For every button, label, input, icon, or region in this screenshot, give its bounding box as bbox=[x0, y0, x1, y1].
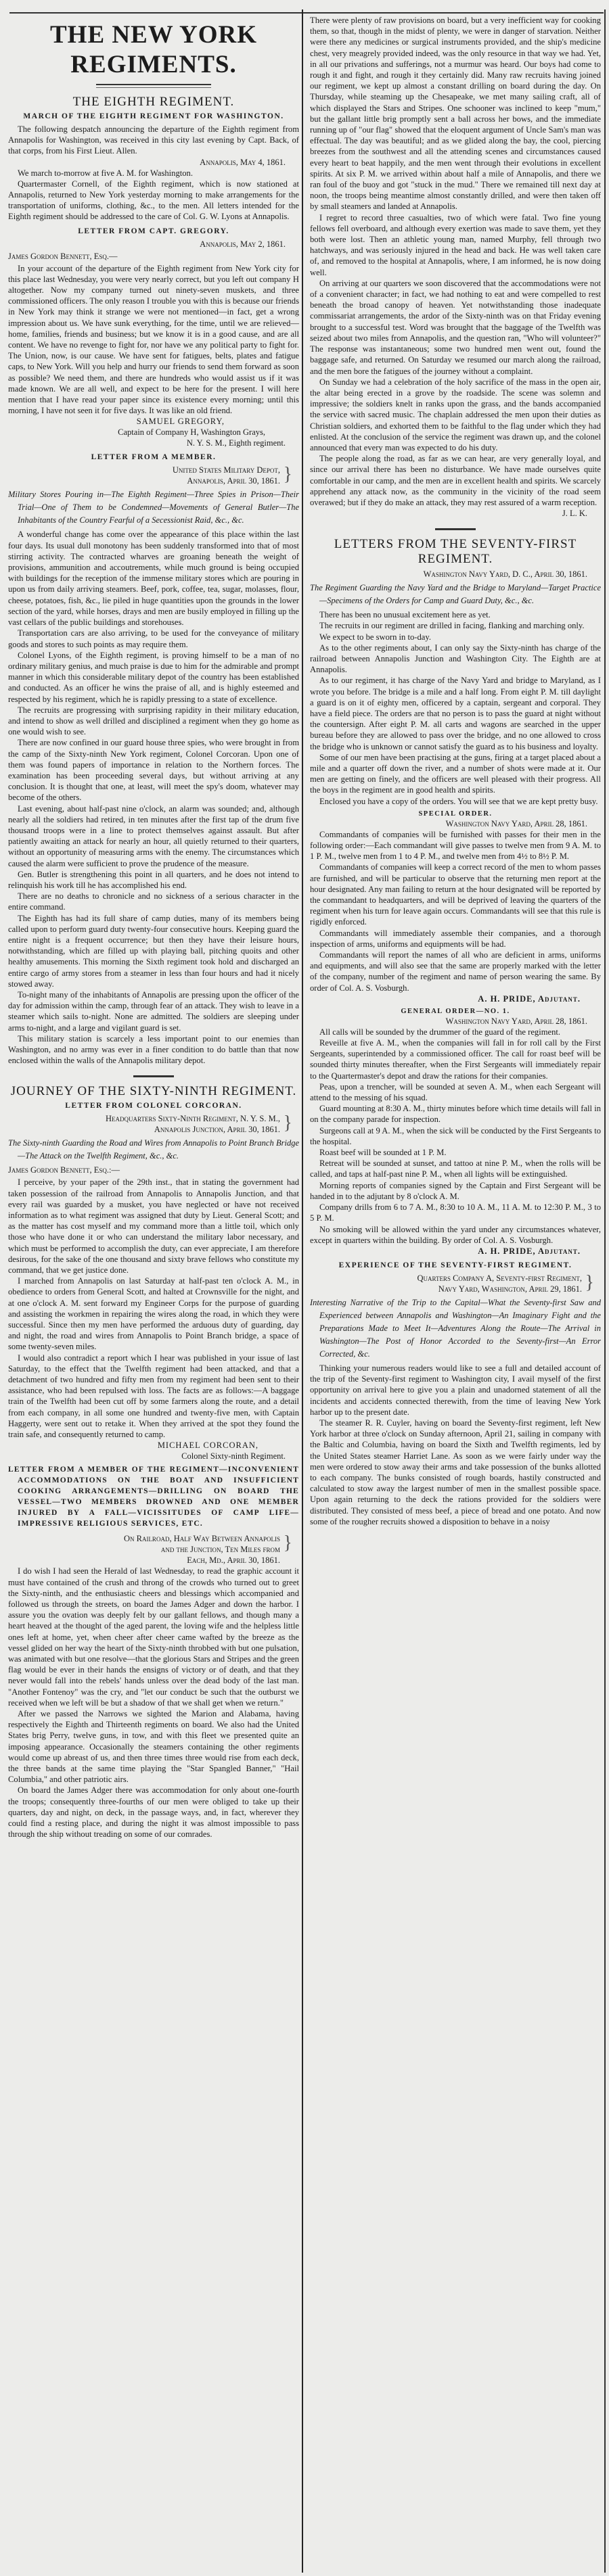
paragraph: As to the other regiments about, I can only say the Sixty-ninth has charge of the railroad between Annapolis Junction and Washington City. The Eighth are at Annapolis. bbox=[310, 642, 601, 675]
signature-title: Colonel Sixty-ninth Regiment. bbox=[181, 1451, 286, 1461]
dateline bbox=[8, 1113, 299, 1135]
paragraph: Company drills from 6 to 7 A. M., 8:30 to 10 A. M., 11 A. M. to 12:30 P. M., 3 to 5 P. M. bbox=[310, 1202, 601, 1223]
paragraph: Enclosed you have a copy of the orders. You will see that we are kept pretty busy. bbox=[319, 796, 598, 806]
column-rule bbox=[302, 9, 303, 2573]
section-title: JOURNEY OF THE SIXTY-NINTH REGIMENT. bbox=[10, 1084, 297, 1099]
paragraph: To-night many of the inhabitants of Annapolis are pressing upon the officer of the day for admission within the camp, through fear of an attack. They wish to leave in a steamer which sails to-night. None are admitted. The soldiers are sleeping under arms to-night, and a large and vigilant guard is set. bbox=[8, 990, 299, 1033]
signature-name: MICHAEL CORCORAN, bbox=[157, 1441, 258, 1451]
dateline bbox=[8, 465, 299, 486]
paragraph: There are no deaths to chronicle and no sickness of a serious character in the entire command. bbox=[8, 891, 299, 912]
salutation: James Gordon Bennett, Esq.— bbox=[8, 251, 118, 261]
left-column bbox=[8, 16, 299, 1840]
dateline bbox=[310, 1273, 601, 1294]
paragraph: The Eighth has had its full share of camp duties, many of its members being called upon to perform guard duty twenty-four consecutive hours. Keeping guard the entire night is a frequent occurrence; but then they have their leisure hours, notwithstanding, which are filled up with playing ball, pitching quoits and other healthy amusements. This morning the Sixth regiment took hold and discharged an entire cargo of army stores from a steamer in less than four hours and had it nicely stowed away. bbox=[8, 913, 299, 989]
paragraph: The recruits are progressing with surprising rapidity in their military education, and intend to show as well drilled and disciplined a regiment when they go home as one would wish to see. bbox=[8, 705, 299, 737]
paragraph: I would also contradict a report which I hear was published in your issue of last Saturday, to the effect that the Twelfth regiment had been attacked, and that a detachment of two hundred and fifty men from my regiment had been sent to their assistance, who had been repulsed with loss. The facts are as follows:—A baggage train of the Twelfth had been cut off by some farmers along the route, and a detail from each company, in all some one hundred and twenty-five men, with Captain Haggerty, were sent out to retake it. When they arrived at the spot they found the train safe, and consequently returned to camp. bbox=[8, 1353, 299, 1440]
article-eighth-regiment bbox=[8, 95, 299, 223]
paragraph: We expect to be sworn in to-day. bbox=[319, 632, 431, 642]
paragraph: All calls will be sounded by the drummer of the guard of the regiment. bbox=[319, 1027, 561, 1037]
paragraph: There are now confined in our guard house three spies, who were brought in from the camp of the Sixty-ninth New York regiment, Colonel Corcoran. Upon one of them was found papers of importance in relation to the Northern forces. The examination has been proceeding several days, but without arriving at any conclusion. It is thought that one, at least, will meet the spy's doom, whatever may become of the others. bbox=[8, 738, 299, 803]
signature: A. H. PRIDE, Adjutant. bbox=[478, 993, 581, 1004]
paragraph: Surgeons call at 9 A. M., when the sick will be conducted by the First Sergeants to the hospital. bbox=[310, 1125, 601, 1146]
salutation: James Gordon Bennett, Esq.:— bbox=[8, 1165, 120, 1175]
article-continued bbox=[310, 15, 601, 519]
dateline-line: Annapolis Junction, April 30, 1861. bbox=[154, 1125, 280, 1135]
section-subtitle: LETTER FROM CAPT. GREGORY. bbox=[78, 227, 229, 235]
paragraph: On Sunday we had a celebration of the holy sacrifice of the mass in the open air, the altar being erected in a grove by the roadside. The scene was solemn and impressive; the soldiers knelt in ranks upon the grass, and the bands accompanied the service with sacred music. The chaplain addressed the men upon their duties as Christian soldiers, and exhorted them to be faithful to the flag under which they had enlisted. At the conclusion of the service the regiment was drawn up, and the colonel announced that every man was expected to do his duty. bbox=[310, 377, 601, 452]
dateline-line: Headquarters Sixty-Ninth Regiment, N. Y. S. M., bbox=[106, 1114, 280, 1124]
dateline bbox=[8, 1533, 299, 1566]
edge-column-rule bbox=[604, 9, 606, 2573]
dateline: Washington Navy Yard, D. C., April 30, 1861. bbox=[423, 569, 587, 580]
signature-name: SAMUEL GREGORY, bbox=[136, 417, 225, 427]
paragraph: I perceive, by your paper of the 29th inst., that in stating the government had taken possession of the railroad from Annapolis to Annapolis Junction, and that every rail was guarded by a musket, you have neglected or have not received information as to what regiment was assigned that duty by Lieut. General Scott; and as the matter has cost myself and my command more than a little toil, which only those who have done it or who can understand the military labor necessary, and which must be performed to accomplish the duty, can ever appreciate, I am therefore desirous, for the sake of the one thousand and sixty brave fellows who constitute my command, that we get justice done. bbox=[8, 1177, 299, 1275]
paragraph: The following despatch announcing the departure of the Eighth regiment from Annapolis for Washington, was received in this city last evening by Capt. Back, of that corps, from his First Lieut. Allen. bbox=[8, 124, 299, 156]
dateline: Annapolis, May 2, 1861. bbox=[200, 239, 286, 249]
section-title: LETTERS FROM THE SEVENTY-FIRST REGIMENT. bbox=[334, 537, 577, 567]
paragraph: Peas, upon a trencher, will be sounded at seven A. M., when each Sergeant will attend to the messing of his squad. bbox=[310, 1081, 601, 1103]
paragraph: On board the James Adger there was accommodation for only about one-fourth the troops; consequently three-fourths of our men were obliged to take up their quarters, day and night, on deck, in the passage ways, and, in fact, wherever they could find a resting place, and during the night it was almost impossible to pass through the ship without treading on some of our comrades. bbox=[8, 1785, 299, 1840]
article-experience-seventy-first bbox=[310, 1261, 601, 1527]
paragraph: I regret to record three casualties, two of which were fatal. Two fine young fellows fell overboard, and although every exertion was made to save them, yet they both were lost. Then an athletic young man, named Murphy, fell through two hatchways, and was seriously injured in the head and back. He was well taken care of, and removed to the hospital at Annapolis, where, I am informed, he is now doing well. bbox=[310, 212, 601, 277]
dateline-line: On Railroad, Half Way Between Annapolis bbox=[123, 1534, 280, 1544]
paragraph: Last evening, about half-past nine o'clock, an alarm was sounded; and, although nearly all the soldiers had retired, in ten minutes after the first tap of the drum five thousand troops were in a line to protect themselves against assault. But after patiently awaiting an attack for nearly an hour, all quietly returned to their quarters, without an opportunity of measuring arms with the enemy. The circumstances which caused the alarm were sufficient to prove the prudence of the measure. bbox=[8, 803, 299, 868]
paragraph: Thinking your numerous readers would like to see a full and detailed account of the trip of the Seventy-first regiment to Washington city, I avail myself of the first opportunity on arrival here to give you a plain and unadorned statement of all the incidents and accidents connected therewith, from the time of leaving New York harbor up to the present date. bbox=[310, 1363, 601, 1417]
article-sixty-ninth bbox=[8, 1084, 299, 1461]
right-column bbox=[310, 15, 601, 1527]
paragraph: Colonel Lyons, of the Eighth regiment, is proving himself to be a man of no ordinary military genius, and much praise is due to him for the admirable and prompt manner in which this considerable military depot of the country has been established and conducted. As an officer he wins the praise of all, and is highly esteemed and respected by his regiment, which he is rapidly pressing to a state of excellence. bbox=[8, 650, 299, 704]
paragraph: On arriving at our quarters we soon discovered that the accommodations were not of a convenient character; in fact, we had nothing to eat and were compelled to rest beneath the broad canopy of heaven. Yet notwithstanding those inadequate commissariat arrangements, the ardor of the Sixty-ninth was on that Friday evening brought to a successful test. Word was brought that the baggage of the Twelfth was seized about two miles from Annapolis, and the question ran, "Who will volunteer?" The response was instantaneous; some two hundred men went out, found the baggage safe, and returned. On Saturday we resumed our march along the railroad, and the men bore the fatigues of the journey without a complaint. bbox=[310, 278, 601, 376]
paragraph: Roast beef will be sounded at 1 P. M. bbox=[319, 1148, 447, 1158]
article-deck: Military Stores Pouring in—The Eighth Regiment—Three Spies in Prison—Their Trial—One of Them to be Condemned—Movements of General Butler—The Inhabitants of the Country Fearful of a Secessionist Raid, &c., &c. bbox=[8, 490, 299, 525]
paragraph: Reveille at five A. M., when the companies will fall in for roll call by the First Sergeants, superintended by a commissioned officer. The call for roast beef will be sounded thirty minutes thereafter, when the First Sergeants will immediately repair to the Quartermaster's depot and draw the rations for their companies. bbox=[310, 1038, 601, 1081]
paragraph: Gen. Butler is strengthening this point in all quarters, and he does not intend to relinquish his work till he has accomplished his end. bbox=[8, 869, 299, 890]
paragraph: After we passed the Narrows we sighted the Marion and Alabama, having respectively the Eighth and Thirteenth regiments on board. We also had the United States brig Perry, twelve guns, in tow, and with this fleet we presented quite an imposing appearance. Occasionally the steamers containing the other regiments would come up abreast of us, and then three times three would rise from each deck, the three bands at the same time playing the "Star Spangled Banner," "Hail Columbia," and other patriotic airs. bbox=[8, 1708, 299, 1785]
paragraph: The people along the road, as far as we can hear, are very generally loyal, and since our arrival there has been no disturbance. We have made ourselves quite comfortable in our camp, and the men are in excellent health and spirits. We scarcely apprehend any attack now, as the community in the vicinity of the road seem overawed; but if they do make an attack, they may rest assured of a warm reception. bbox=[310, 454, 601, 507]
section-subtitle: LETTER FROM COLONEL CORCORAN. bbox=[65, 1102, 242, 1110]
caps-headline: LETTER FROM A MEMBER OF THE REGIMENT—INCONVENIENT ACCOMMODATIONS ON THE BOAT AND INSUFFICIENT COOKING ARRANGEMENTS—DRILLING ON BOARD THE VESSEL—TWO MEMBERS DROWNED AND ONE MEMBER INJURED BY A FALL—VICISSITUDES OF CAMP LIFE—IMPRESSIVE RELIGIOUS SERVICES, ETC. bbox=[8, 1466, 299, 1528]
article-gregory-letter bbox=[8, 227, 299, 449]
signature-unit: N. Y. S. M., Eighth regiment. bbox=[186, 438, 286, 448]
paragraph: Commandants of companies will be furnished with passes for their men in the following order:—Each commandant will give passes to twelve men from 9 A. M. to 1 P. M., twelve men from 1 to 4 P. M., and twelve men from 4½ to 8½ P. M. bbox=[310, 829, 601, 862]
article-deck: Interesting Narrative of the Trip to the Capital—What the Seventy-first Saw and Experienced between Annapolis and Washington—An Imaginary Fight and the Preparations Made to Meet It—Adventures Along the Route—The Arrival in Washington—The Post of Honor Accorded to the Seventy-first—An Error Corrected, &c. bbox=[310, 1297, 601, 1359]
dateline-line: United States Military Depot, bbox=[172, 465, 280, 475]
dateline-line: and the Junction, Ten Miles from bbox=[160, 1545, 280, 1555]
paragraph: Retreat will be sounded at sunset, and tattoo at nine P. M., when the rolls will be called, and taps at half-past nine P. M., when all lights will be extinguished. bbox=[310, 1158, 601, 1179]
paragraph: A wonderful change has come over the appearance of this place within the last four days. Its usual dull monotony has been suddenly transformed into that of most stirring activity. The contracted wharves are groaning beneath the weight of provisions, ammunition and accoutrements, while much ground is being occupied with buildings for the reception of the immense military stores which are pouring in upon us from daily arriving steamers. Beef, pork, coffee, tea, sugar, molasses, flour, cheese, potatoes, fish, &c., lie piled in huge quantities upon the grounds in the lower section of the yard, while horses, drays and men are busily employed in filling up the vast cellars of the public buildings and storehouses. bbox=[8, 530, 299, 628]
paragraph: Quartermaster Cornell, of the Eighth regiment, which is now stationed at Annapolis, returned to New York yesterday morning to make arrangements for the transportation of uniforms, clothing, &c., to the men. All letters intended for the Eighth regiment should be addressed to the care of Col. G. W. Lyons at Annapolis. bbox=[8, 179, 299, 222]
paragraph: The recruits in our regiment are drilled in facing, flanking and marching only. bbox=[319, 621, 585, 631]
signature: A. H. PRIDE, Adjutant. bbox=[478, 1246, 581, 1256]
paragraph: I do wish I had seen the Herald of last Wednesday, to read the graphic account it must have contained of the crush and throng of the crowds who turned out to greet the Sixty-ninth, and the enthusiastic cheers and blessings which accompanied and followed us through the streets, on board the James Adger and down the harbor. I assure you the ovation was deeply felt by our gallant fellows, and though many a heart heaved at the thought of the aged parent, the loving wife and the helpless little ones left at home, yet, when cheer after cheer came wafted by the breeze as the vessel glided on her way the heart of the Sixty-ninth throbbed with but one pulsation, was animated with but one resolve—that the glorious Stars and Stripes and the green flag would be ever in their hands the ensigns of victory or of death, and that they never would fall into the rebels' hands unless over the dead body of the last man. "Another Fontenoy" was the cry, and "let our conduct be such that the outburst we received when we left will be but a shadow of that we shall get when we return." bbox=[8, 1566, 299, 1708]
section-title: THE EIGHTH REGIMENT. bbox=[72, 95, 235, 109]
dateline: Washington Navy Yard, April 28, 1861. bbox=[445, 1016, 587, 1026]
paragraph: As to our regiment, it has charge of the Navy Yard and bridge to Maryland, as I wrote you before. The bridge is a mile and a half long. From eight P. M. till daylight a guard is on it of eighty men, officered by a captain, sergeant and corporal. They have a field piece. The orders are that no person is to pass the guard at night without the countersign. After eight P. M. all carts and wagons are searched in the upper bureau before they are allowed to pass over the bridge, and no one allowed to cross the bridge who is unknown or cannot satisfy the guard as to his business and loyalty. bbox=[310, 676, 601, 751]
paragraph: The steamer R. R. Cuyler, having on board the Seventy-first regiment, left New York harbor at three o'clock on Sunday afternoon, April 21, sailing in company with the Baltic and Columbia, having on board the Sixth and Twelfth regiments, led by the United States steamer Harriet Lane. As soon as we were fairly under way the men were ordered to stow away their arms and take possession of the bunks allotted to each company. The bunks consisted of rough boards, hastily constructed and calculated to stow away the largest number of men in the smallest possible space. Upon again returning to the deck the rations provided for the soldiers were distributed. They consisted of mess beef, a piece of bread and one potato. And now some of the rougher recruits showed a disposition to behave in a noisy bbox=[310, 1418, 601, 1526]
dateline: Washington Navy Yard, April 28, 1861. bbox=[445, 818, 587, 828]
section-divider bbox=[133, 1075, 174, 1077]
paragraph: This military station is scarcely a less important point to our enemies than Washington, and no army was ever in a finer condition to do battle than that now enclosed within the walls of the Annapolis military depot. bbox=[8, 1033, 299, 1066]
article-member-sixty-ninth bbox=[8, 1464, 299, 1840]
paragraph: Guard mounting at 8:30 A. M., thirty minutes before which time details will fall in on the company parade for inspection. bbox=[310, 1104, 601, 1125]
article-deck: The Sixty-ninth Guarding the Road and Wires from Annapolis to Point Branch Bridge—The Attack on the Twelfth Regiment, &c., &c. bbox=[8, 1138, 299, 1161]
signature-initials: J. L. K. bbox=[562, 509, 587, 519]
article-deck: The Regiment Guarding the Navy Yard and the Bridge to Maryland—Target Practice—Specimens of the Orders for Camp and Guard Duty, &c., &c. bbox=[310, 583, 601, 606]
dateline-line: Each, Md., April 30, 1861. bbox=[187, 1555, 280, 1566]
paragraph: Morning reports of companies signed by the Captain and First Sergeant will be handed in to the adjutant by 8 o'clock A. M. bbox=[310, 1180, 601, 1201]
paragraph: There has been no unusual excitement here as yet. bbox=[319, 610, 491, 620]
ornamental-rule bbox=[96, 84, 211, 88]
paragraph: We march to-morrow at five A. M. for Washington. bbox=[18, 168, 194, 178]
dateline-line: Annapolis, April 30, 1861. bbox=[187, 476, 280, 486]
order-heading: SPECIAL ORDER. bbox=[418, 810, 493, 818]
paragraph: Commandants will report the names of all who are deficient in arms, uniforms and equipments, and will also see that the same are properly marked with the letter of the company, number of the regiment and name of person wearing the same. By order of Col. A. S. Vosburgh. bbox=[310, 950, 601, 993]
section-subtitle: EXPERIENCE OF THE SEVENTY-FIRST REGIMENT. bbox=[338, 1261, 572, 1269]
order-heading: GENERAL ORDER—NO. 1. bbox=[401, 1007, 510, 1015]
signature-title: Captain of Company H, Washington Grays, bbox=[118, 427, 265, 438]
paragraph: No smoking will be allowed within the yard under any circumstances whatever, except in quarters within the building. By order of Col. A. S. Vosburgh. bbox=[310, 1224, 601, 1245]
paragraph: There were plenty of raw provisions on board, but a very inefficient way for cooking them, so that, though in the midst of plenty, we were in danger of starvation. Neither were there any medicines or surgical instruments provided, and the ship's medicine chest, very meagrely provided indeed, was the only resource in that way we had. Yet, in all our privations and sufferings, not a murmur was heard. Our boys had come to rough it and fight, and rough it they certainly did. Many raw recruits having joined our regiment, we kept up almost a constant drilling on board during the day. On Thursday, while steaming up the Chesapeake, we met many sailing craft, all of which displayed the Stars and Stripes. One schooner was inclined to keep "mum," but the gallant little brig promptly sent a ball across her bows, and the immediate running up of "our flag" showed that the eloquent argument of Uncle Sam's man was effectual. The day was beautiful; and as we glided along the bay, the cool, piercing breezes from the southwest and all the attending scenes and circumstances caused every heart to beat happily, and the men went through their evolutions in excellent spirits. At six P. M. we arrived within about half a mile of Annapolis, and there we ran foul of the buoy and got "stuck in the mud." There we remained till next day at noon, the troops being meantime almost constantly drilled, and were then taken off by small steamers and landed at Annapolis. bbox=[310, 16, 601, 212]
section-subtitle: LETTER FROM A MEMBER. bbox=[91, 453, 217, 462]
top-rule bbox=[9, 12, 604, 14]
paragraph: Some of our men have been practising at the guns, firing at a target placed about a mile and a quarter off down the river, and a number of shots were made at it. Our men are getting on finely, and the officers are well pleased with their progress. All the boys in the regiment are in good health and spirits. bbox=[310, 752, 601, 795]
section-subtitle: MARCH OF THE EIGHTH REGIMENT FOR WASHINGTON. bbox=[23, 112, 284, 120]
dateline-line: Quarters Company A, Seventy-first Regiment, bbox=[417, 1273, 582, 1283]
masthead-title: THE NEW YORK REGIMENTS. bbox=[50, 21, 257, 78]
paragraph: In your account of the departure of the Eighth regiment from New York city for this place last Wednesday, you were very nearly correct, but you left out company H altogether. Now my company turned out ninety-seven muskets, and three commissioned officers. The only reason I trouble you with this is because our friends in New York may think it strange we were not mentioned—in fact, get a wrong impression about us. We have sunk everything, for the time, until we are relieved—home, families, friends and business; but we know it is in a good cause, and are all content. We have no revenge to fight for, nor have we any political party to fight for. The Union, now, is our cause. We have sent for fatigues, belts, plates and fatigue caps, to New York. Will you help and hurry our friends to send them forward as soon as possible? We need them, and there are hundreds who would assist us if it was made known. We are all well, and expect to be here for the present. I will here mention that I have read your paper since its existence every morning; until this morning, I have not seen it for five days. It was like an old friend. bbox=[8, 263, 299, 416]
paragraph: Transportation cars are also arriving, to be used for the conveyance of military goods and stores to such points as may require them. bbox=[8, 628, 299, 649]
dateline: Annapolis, May 4, 1861. bbox=[200, 157, 286, 167]
article-seventy-first bbox=[310, 537, 601, 1257]
dateline-line: Navy Yard, Washington, April 29, 1861. bbox=[438, 1284, 582, 1294]
paragraph: Commandants of companies will keep a correct record of the men to whom passes are furnished, and will be particular to observe that the returning men report at the hour designated. Any man failing to return at the hour designated will be reported by the commandant to headquarters, and will be deprived of leaving the quarters of the regiment when his turn for leave again occurs. Commandants will see that this rule is rigidly enforced. bbox=[310, 862, 601, 927]
section-divider bbox=[435, 528, 476, 530]
paragraph: I marched from Annapolis on last Saturday at half-past ten o'clock A. M., in obedience to orders from General Scott, and halted at Crownsville for the night, and at one o'clock A. M. sent forward my Engineer Corps for the purpose of guarding and assisting the workmen in repairing the wires along the road, in which they were successful. Since then my men have performed the arduous duty of guarding, day and night, the road and wires from Annapolis to Point Branch bridge, a space of some twenty-seven miles. bbox=[8, 1276, 299, 1352]
article-member-letter bbox=[8, 452, 299, 1066]
paragraph: Commandants will immediately assemble their companies, and a thorough inspection of arms, uniforms and equipments will be had. bbox=[310, 928, 601, 949]
